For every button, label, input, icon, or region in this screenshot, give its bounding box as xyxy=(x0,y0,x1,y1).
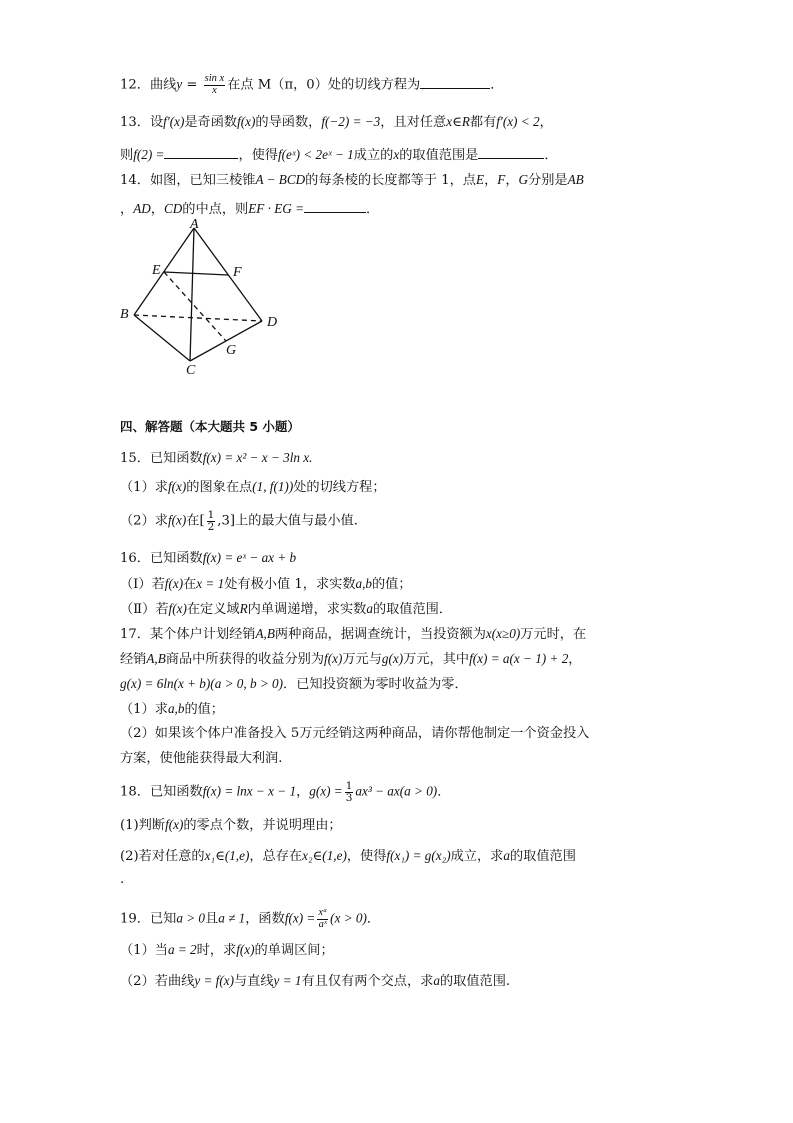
q18-x2: x₂∈(1,e) xyxy=(302,848,347,863)
q19-p1a: （1）当 xyxy=(120,943,168,958)
q13-fx: f(x) xyxy=(237,114,256,129)
q18-a-var: a xyxy=(503,848,510,863)
q12-text-a: 曲线 xyxy=(149,77,177,93)
q12-y: y xyxy=(176,76,183,92)
q14-E: E xyxy=(476,172,485,187)
q19-line xyxy=(120,908,380,930)
q14-blank xyxy=(304,200,366,213)
q17-line2 xyxy=(120,652,581,668)
q16-p1c: 处有极小值 1，求实数 xyxy=(224,577,356,592)
q14-number: 14． xyxy=(120,173,150,188)
q18-frac-num: 1 xyxy=(345,780,353,792)
q13-line2 xyxy=(120,146,558,164)
q15-rb: ,3] xyxy=(217,513,236,529)
q14-F: F xyxy=(497,172,506,187)
q18-p1b: 的零点个数，并说明理由； xyxy=(183,818,342,833)
edge-EF xyxy=(164,272,228,275)
section4-title: 四、解答题（本大题共 5 小题） xyxy=(120,419,300,434)
q15-p1a: （1）求 xyxy=(120,480,168,495)
q14-b: 的每条棱的长度都等于 1，点 xyxy=(305,173,476,188)
q16-a-var: a xyxy=(366,601,373,616)
label-F: F xyxy=(233,265,242,280)
q18-b: ， xyxy=(296,784,310,800)
q16-p1f: f(x) xyxy=(164,576,184,591)
q18-part1 xyxy=(120,818,342,834)
q15-number: 15． xyxy=(120,451,150,466)
q16-p2b: 在定义域 xyxy=(186,602,240,617)
q13-l2d: 的取值范围是 xyxy=(399,148,479,163)
q15-p2a: （2）求 xyxy=(120,513,168,529)
q19-p1d: 的单调区间； xyxy=(254,943,334,958)
q13-l2c: 成立的 xyxy=(353,148,394,163)
q17-fdef: f(x) = a(x − 1) + 2 xyxy=(469,651,569,666)
q18-eq: f(x₁) = g(x₂) xyxy=(386,848,451,863)
q14-l2b: ， xyxy=(150,202,164,217)
label-C: C xyxy=(186,363,196,378)
q19-a-var: a xyxy=(433,973,440,988)
q17-x: x(x≥0) xyxy=(485,626,521,641)
q16-function: f(x) = eˣ − ax + b xyxy=(202,550,297,565)
q17-l2c: 万元与 xyxy=(342,652,382,667)
q14-line2 xyxy=(120,200,379,218)
q15-part2 xyxy=(120,510,358,532)
q12-line xyxy=(120,74,503,96)
q15-a: 已知函数 xyxy=(149,451,203,466)
q14-CD: CD xyxy=(163,201,183,216)
q16-p1x: x = 1 xyxy=(196,576,225,591)
q18-p1a: (1)判断 xyxy=(120,818,166,833)
edge-EG-dashed xyxy=(164,272,226,341)
q12-text-b: 在点 M（π，0）处的切线方程为 xyxy=(227,77,421,93)
q17-number: 17． xyxy=(120,627,150,642)
q18-p2e: 的取值范围 xyxy=(509,849,576,864)
q13-x: x xyxy=(393,147,400,162)
q16-a: 已知函数 xyxy=(149,551,203,566)
q17-AB2: A,B xyxy=(146,651,166,666)
q14-G: G xyxy=(518,172,529,187)
edge-AC xyxy=(190,228,194,361)
q13-ineq: f(eˣ) < 2eˣ − 1 xyxy=(278,147,354,162)
q18-line xyxy=(120,781,450,803)
q17-p1b: 的值； xyxy=(184,702,224,717)
q16-number: 16． xyxy=(120,551,150,566)
q19-p2b: 与直线 xyxy=(233,974,274,989)
q19-b: 且 xyxy=(205,911,219,927)
q19-p2e: 的取值范围. xyxy=(439,974,511,989)
q19-p1f: f(x) xyxy=(236,942,255,957)
q13-cond2: x∈R xyxy=(446,114,470,129)
q18-frac-den: 3 xyxy=(345,791,353,804)
q19-p2a: （2）若曲线 xyxy=(120,974,195,989)
q13-f2: f(2) = xyxy=(133,147,165,162)
q17-l2a: 经销 xyxy=(120,652,147,667)
q13-l2a: 则 xyxy=(120,148,134,163)
q18-p2b: ，总存在 xyxy=(249,849,303,864)
q18-p1f: f(x) xyxy=(165,817,184,832)
q13-d: ，且对任意 xyxy=(380,115,447,130)
edge-BD-dashed xyxy=(134,315,262,321)
q17-part2-cont xyxy=(120,752,282,767)
q19-frac-num: xᵃ xyxy=(318,907,328,918)
q17-p2: （2）如果该个体户准备投入 5万元经销这两种商品，请你帮他制定一个资金投入 xyxy=(120,726,590,741)
q17-gx: g(x) xyxy=(381,651,404,666)
q14-l2a: ， xyxy=(120,202,134,217)
q13-fprime: f′(x) xyxy=(163,114,185,129)
q17-part2 xyxy=(120,727,589,742)
q18-p2d: 成立，求 xyxy=(450,849,504,864)
q17-l2e: ， xyxy=(568,652,582,667)
q19-p2d: 有且仅有两个交点，求 xyxy=(301,974,434,989)
q18-g2: ax³ − ax(a > 0) xyxy=(355,783,438,799)
q15-fraction xyxy=(207,510,216,532)
q12-end: ． xyxy=(490,77,504,93)
q19-number: 19． xyxy=(120,911,150,927)
q18-fraction xyxy=(345,781,354,803)
q16-p1b: 在 xyxy=(183,577,197,592)
edge-AB xyxy=(134,228,194,315)
q18-p2a: (2)若对任意的 xyxy=(120,849,205,864)
q18-end: ． xyxy=(437,784,451,800)
q13-blank-2 xyxy=(478,146,544,159)
q15-function: f(x) = x² − x − 3ln x. xyxy=(202,450,313,465)
q15-p2f: f(x) xyxy=(167,512,187,528)
edge-BC xyxy=(134,315,190,361)
q13-b: 是奇函数 xyxy=(184,115,238,130)
q16-p1d: 的值； xyxy=(372,577,412,592)
q13-cond3: f′(x) < 2 xyxy=(496,114,540,129)
q17-b: 两种商品，据调查统计，当投资额为 xyxy=(274,627,486,642)
q16-line xyxy=(120,551,296,567)
q17-AB: A,B xyxy=(255,626,275,641)
q16-p2d: 的取值范围． xyxy=(372,602,453,617)
q12-number: 12． xyxy=(120,77,150,93)
q18-number: 18． xyxy=(120,784,150,800)
q15-p2c: 上的最大值与最小值. xyxy=(235,513,358,529)
q15-lb: [ xyxy=(199,513,205,529)
q16-part1 xyxy=(120,577,412,593)
q16-p2a: （Ⅱ）若 xyxy=(120,602,169,617)
q15-p1b: 的图象在点 xyxy=(186,480,253,495)
q16-p2f: f(x) xyxy=(168,601,187,616)
q15-frac-num: 1 xyxy=(207,509,215,521)
q13-e: 都有 xyxy=(469,115,497,130)
q12-answer-blank xyxy=(420,76,490,89)
q19-cond: a > 0 xyxy=(176,910,206,926)
q14-dot-product: EF · EG = xyxy=(248,201,305,216)
q19-fraction xyxy=(317,908,328,930)
q15-part1 xyxy=(120,480,386,496)
q18-part2-end: . xyxy=(120,872,125,887)
q14-a: 如图，已知三棱锥 xyxy=(149,173,256,188)
q13-a: 设 xyxy=(149,115,164,130)
q17-c: 万元时，在 xyxy=(520,627,587,642)
q14-e: 分别是 xyxy=(528,173,568,188)
q19-frac-den: aˣ xyxy=(318,918,327,930)
q14-end: ． xyxy=(366,202,380,217)
q17-fx: f(x) xyxy=(324,651,343,666)
label-A: A xyxy=(190,218,199,232)
q13-blank-1 xyxy=(164,146,238,159)
q18-x1: x₁∈(1,e) xyxy=(204,848,250,863)
q19-p1b: 时，求 xyxy=(196,943,237,958)
q14-l2c: 的中点，则 xyxy=(182,202,249,217)
q12-frac-num: sin x xyxy=(204,73,225,84)
q19-cond2: a ≠ 1 xyxy=(218,910,246,926)
q17-line3 xyxy=(120,677,468,693)
q14-AD: AD xyxy=(133,201,151,216)
q18-g1: g(x) = xyxy=(309,783,343,799)
label-E: E xyxy=(152,263,161,278)
q19-fn2: (x > 0) xyxy=(330,910,367,926)
q14-AB: AB xyxy=(567,172,584,187)
q13-end: ． xyxy=(544,148,558,163)
q17-p2b: 方案，使他能获得最大利润. xyxy=(120,751,283,766)
q15-line xyxy=(120,451,312,467)
q12-fraction xyxy=(204,74,226,96)
q13-c: 的导函数， xyxy=(255,115,322,130)
q17-line1 xyxy=(120,627,586,643)
q14-c: ， xyxy=(484,173,498,188)
q13-l2b: ，使得 xyxy=(238,148,278,163)
q19-c: ，函数 xyxy=(245,911,285,927)
q17-l2b: 商品中所获得的收益分别为 xyxy=(165,652,325,667)
q16-p2c: 内单调递增，求实数 xyxy=(247,602,367,617)
q16-ab: a,b xyxy=(355,576,372,591)
q12-frac-den: x xyxy=(212,84,217,96)
tetrahedron-figure xyxy=(112,218,292,378)
label-D: D xyxy=(267,315,278,330)
q14-line1 xyxy=(120,173,584,189)
q14-d: ， xyxy=(505,173,519,188)
q17-part1 xyxy=(120,702,224,718)
q18-a: 已知函数 xyxy=(149,784,203,800)
q18-p2c: ，使得 xyxy=(346,849,387,864)
q18-f: f(x) = lnx − x − 1 xyxy=(202,783,297,799)
q19-part2 xyxy=(120,974,510,990)
q15-p1c: 处的切线方程； xyxy=(293,480,386,495)
q13-line1 xyxy=(120,115,553,131)
q15-frac-den: 2 xyxy=(207,520,215,533)
q19-fn: f(x) = xyxy=(284,910,316,926)
q13-number: 13． xyxy=(120,115,150,130)
q19-a: 已知 xyxy=(149,911,177,927)
q17-l2d: 万元，其中 xyxy=(403,652,470,667)
q19-p1c: a = 2 xyxy=(167,942,197,957)
q12-eq: = xyxy=(182,77,202,93)
label-G: G xyxy=(226,343,237,358)
q19-p2l: y = 1 xyxy=(273,973,302,988)
q16-R: R xyxy=(239,601,248,616)
q17-a: 某个体户计划经销 xyxy=(149,627,256,642)
q18-part2 xyxy=(120,849,576,865)
q15-p1pt: (1, f(1)) xyxy=(252,479,294,494)
q13-cond1: f(−2) = −3 xyxy=(321,114,381,129)
q15-p2b: 在 xyxy=(186,513,200,529)
q19-part1 xyxy=(120,943,334,959)
q17-p1ab: a,b xyxy=(167,701,185,716)
q19-end: ． xyxy=(366,911,381,927)
q14-tet: A − BCD xyxy=(255,172,306,187)
q17-p1: （1）求 xyxy=(120,702,168,717)
q16-p1a: （Ⅰ）若 xyxy=(120,577,165,592)
q13-f: ， xyxy=(539,115,553,130)
q17-gdef: g(x) = 6ln(x + b)(a > 0, b > 0) xyxy=(120,676,284,691)
q16-part2 xyxy=(120,602,452,618)
q15-p1f: f(x) xyxy=(167,479,187,494)
label-B: B xyxy=(120,307,129,322)
q19-p2c: y = f(x) xyxy=(194,973,234,988)
q17-l3a: ．已知投资额为零时收益为零． xyxy=(283,677,468,692)
